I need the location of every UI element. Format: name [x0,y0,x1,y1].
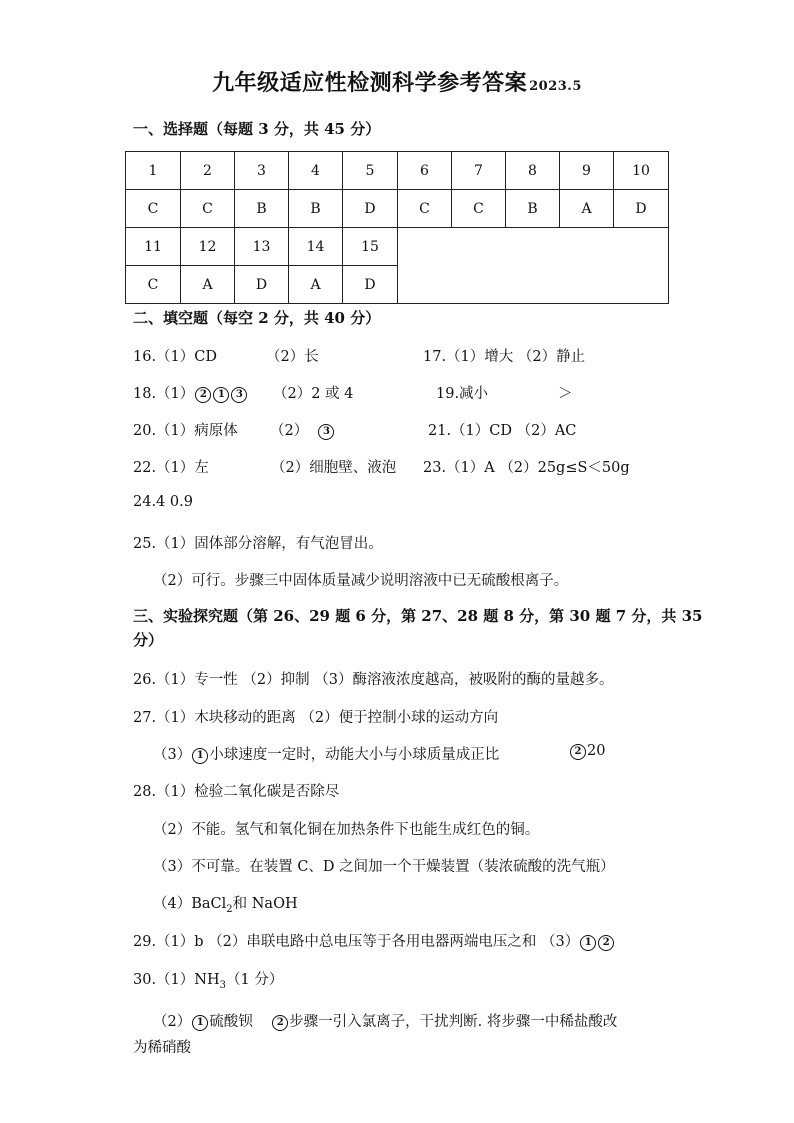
answer-30-2-t1: 硫酸钡 [209,1014,253,1030]
answer-28-4 [153,892,298,915]
circled-number: 1 [192,1015,208,1031]
answer-22-1: 22.（1）左 [133,460,209,476]
answer-cell: A [181,266,235,304]
subscript: 3 [219,979,226,991]
question-number: 12 [181,228,235,266]
circled-number: 3 [231,387,247,403]
circled-number: 1 [580,935,596,951]
answer-29 [133,930,615,951]
question-number: 11 [126,228,181,266]
question-number: 2 [181,152,235,190]
answer-28-4-a: （4）BaCl [153,896,227,912]
question-number: 7 [452,152,506,190]
table-row [126,228,669,266]
question-number: 13 [235,228,289,266]
answer-16-2: （2）长 [266,349,319,365]
question-number: 1 [126,152,181,190]
circled-number: 2 [570,744,586,760]
answer-20-2-label: （2） [270,423,309,439]
answer-cell: D [343,190,398,228]
answer-cell: B [235,190,289,228]
answer-cell: C [452,190,506,228]
table-row [126,190,669,228]
answer-28-2: （2）不能。氢气和氧化铜在加热条件下也能生成红色的铜。 [153,822,540,838]
answer-18-2: （2）2 或 4 [273,386,354,402]
circled-number: 2 [272,1015,288,1031]
answer-30-2-t2: 步骤一引入氯离子，干扰判断. 将步骤一中稀盐酸改 [289,1014,618,1030]
question-number: 5 [343,152,398,190]
answer-28-4-b: 和 NaOH [232,896,298,912]
answer-30-2 [153,1010,617,1031]
answer-20-1: 20.（1）病原体 [133,423,238,439]
section2-heading: 二、填空题（每空 2 分，共 40 分） [133,309,381,327]
answer-30-2-line2: 为稀硝酸 [133,1040,191,1056]
answer-19: 19.减小 [436,386,489,402]
answer-25-2: （2）可行。步骤三中固体质量减少说明溶液中已无硫酸根离子。 [153,573,569,589]
answer-27-2-value [569,743,605,760]
answer-27-2-number: 20 [587,743,606,759]
question-number: 8 [506,152,560,190]
question-number: 9 [560,152,614,190]
answer-22-2: （2）细胞壁、液泡 [271,460,397,476]
title-text: 九年级适应性检测科学参考答案 [212,70,528,96]
answer-23: 23.（1）A （2）25g≤S＜50g [423,460,630,476]
answer-16-1: 16.（1）CD [133,349,218,365]
answer-cell: D [614,190,669,228]
answer-29-text: 29.（1）b （2）串联电路中总电压等于各用电器两端电压之和 （3） [133,934,580,950]
answer-cell: B [506,190,560,228]
answer-30-1 [133,968,283,991]
question-number: 15 [343,228,398,266]
question-number: 4 [289,152,343,190]
section3-heading-line2: 分） [133,631,164,649]
answer-cell: D [343,266,398,304]
answer-cell: C [126,190,181,228]
answer-25-1: 25.（1）固体部分溶解，有气泡冒出。 [133,536,383,552]
answer-27-2-text: 小球速度一定时，动能大小与小球质量成正比 [209,747,500,763]
answer-20-2 [270,419,335,440]
answer-cell: B [289,190,343,228]
answer-18-label: 18.（1） [133,386,195,402]
answer-17: 17.（1）增大 （2）静止 [423,349,586,365]
question-number: 3 [235,152,289,190]
answer-30-2-label: （2） [153,1014,192,1030]
answer-30-1-b: （1 分） [226,972,284,988]
empty-merged-cell [398,228,669,304]
answer-cell: C [398,190,452,228]
answer-24: 24.4 0.9 [133,494,193,510]
question-number: 14 [289,228,343,266]
circled-number: 1 [213,387,229,403]
table-row [126,152,669,190]
question-number: 10 [614,152,669,190]
answer-26: 26.（1）专一性 （2）抑制 （3）酶溶液浓度越高，被吸附的酶的量越多。 [133,672,614,688]
title-date: 2023.5 [529,79,582,94]
answer-30-1-a: 30.（1）NH [133,972,220,988]
answer-cell: D [235,266,289,304]
answer-27-2-label: （3） [153,747,192,763]
answer-27-1: 27.（1）木块移动的距离 （2）便于控制小球的运动方向 [133,710,499,726]
subscript: 2 [226,903,233,915]
choice-answer-table [125,151,669,304]
answer-19-2: ＞ [558,386,573,402]
answer-cell: C [181,190,235,228]
page-title [0,66,794,97]
answer-28-1: 28.（1）检验二氧化碳是否除尽 [133,784,340,800]
answer-27-2 [153,743,606,764]
section3-heading-line1: 三、实验探究题（第 26、29 题 6 分，第 27、28 题 8 分，第 30 题 7 分，共 35 [133,607,703,625]
answer-28-3: （3）不可靠。在装置 C、D 之间加一个干燥装置（装浓硫酸的洗气瓶） [153,859,615,875]
section1-heading: 一、选择题（每题 3 分，共 45 分） [133,120,381,138]
answer-cell: C [126,266,181,304]
answer-18-1 [133,382,248,403]
circled-number: 1 [192,748,208,764]
circled-number: 3 [318,424,334,440]
circled-number: 2 [598,935,614,951]
answer-cell: A [289,266,343,304]
answer-21: 21.（1）CD （2）AC [428,423,577,439]
answer-cell: A [560,190,614,228]
circled-number: 2 [195,387,211,403]
question-number: 6 [398,152,452,190]
